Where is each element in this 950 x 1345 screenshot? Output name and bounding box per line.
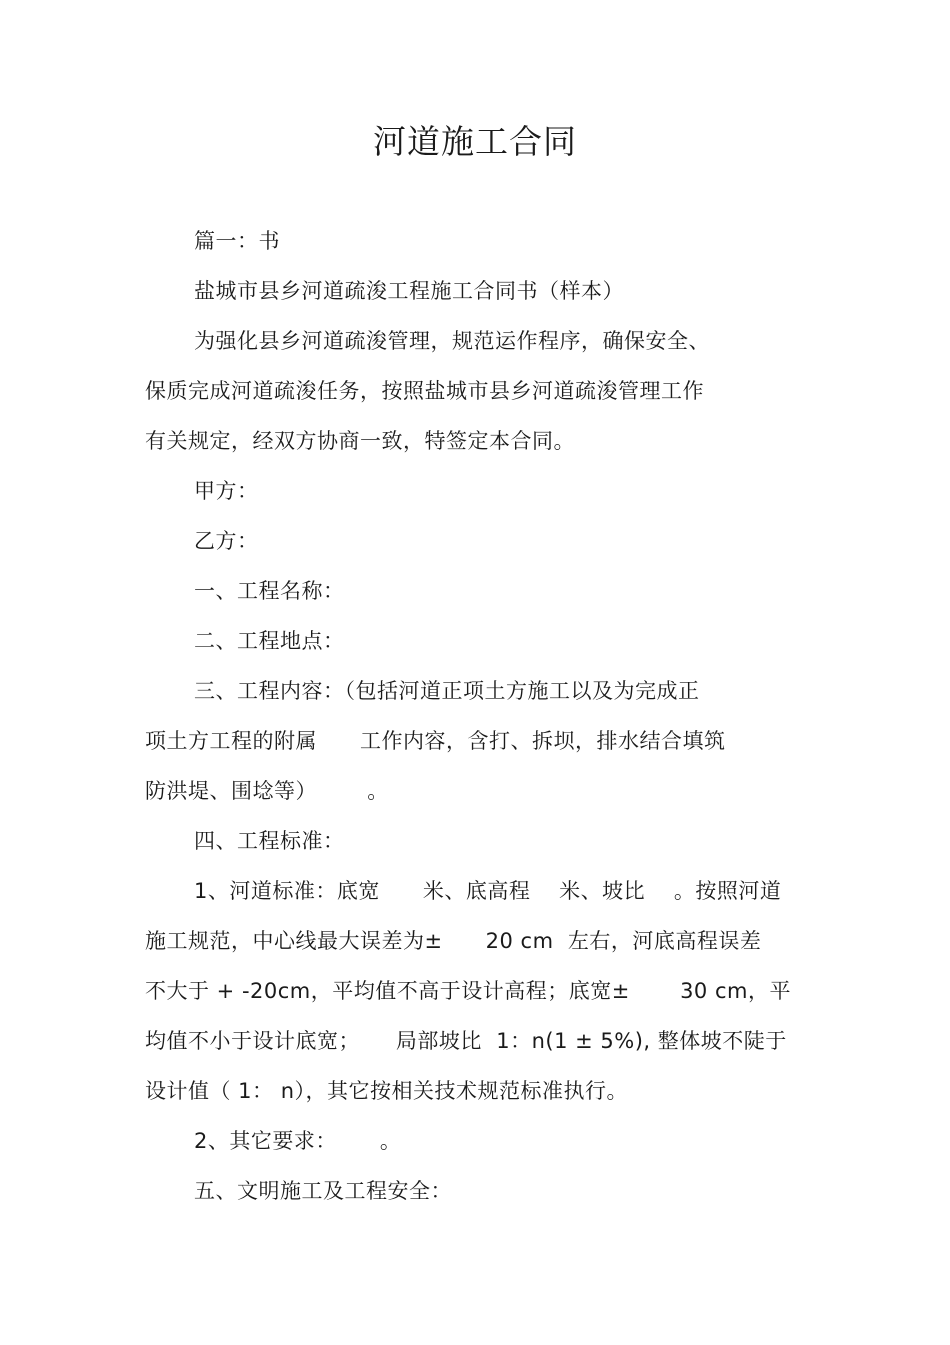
paragraph-line: 防洪堤、围埝等） 。 — [145, 779, 389, 803]
clause-project-standard: 四、工程标准： — [194, 829, 345, 853]
paragraph-line: 施工规范，中心线最大误差为± 20 cm 左右，河底高程误差 — [145, 929, 762, 953]
paragraph-line: 均值不小于设计底宽； 局部坡比 1：n(1 ± 5%), 整体坡不陡于 — [145, 1029, 787, 1053]
party-a-label: 甲方： — [194, 479, 259, 503]
paragraph-line: 项土方工程的附属 工作内容，含打、拆坝，排水结合填筑 — [145, 729, 726, 753]
paragraph-line: 为强化县乡河道疏浚管理，规范运作程序，确保安全、 — [194, 329, 710, 353]
clause-civilized-construction: 五、文明施工及工程安全： — [194, 1179, 452, 1203]
paragraph-line: 有关规定，经双方协商一致，特签定本合同。 — [145, 429, 575, 453]
paragraph-line: 设计值（ 1： n），其它按相关技术规范标准执行。 — [145, 1079, 629, 1103]
contract-subtitle: 盐城市县乡河道疏浚工程施工合同书（样本） — [194, 279, 624, 303]
clause-project-name: 一、工程名称： — [194, 579, 345, 603]
paragraph-line: 保质完成河道疏浚任务，按照盐城市县乡河道疏浚管理工作 — [145, 379, 704, 403]
paragraph-line: 1、河道标准：底宽 米、底高程 米、坡比 。按照河道 — [194, 879, 782, 903]
clause-project-content: 三、工程内容：（包括河道正项土方施工以及为完成正 — [194, 679, 700, 703]
document-title: 河道施工合同 — [373, 122, 577, 161]
section-heading: 篇一：书 — [194, 229, 280, 253]
clause-project-location: 二、工程地点： — [194, 629, 345, 653]
other-requirements: 2、其它要求： 。 — [194, 1129, 402, 1153]
party-b-label: 乙方： — [194, 529, 259, 553]
paragraph-line: 不大于 + -20cm，平均值不高于设计高程；底宽± 30 cm，平 — [145, 979, 791, 1003]
